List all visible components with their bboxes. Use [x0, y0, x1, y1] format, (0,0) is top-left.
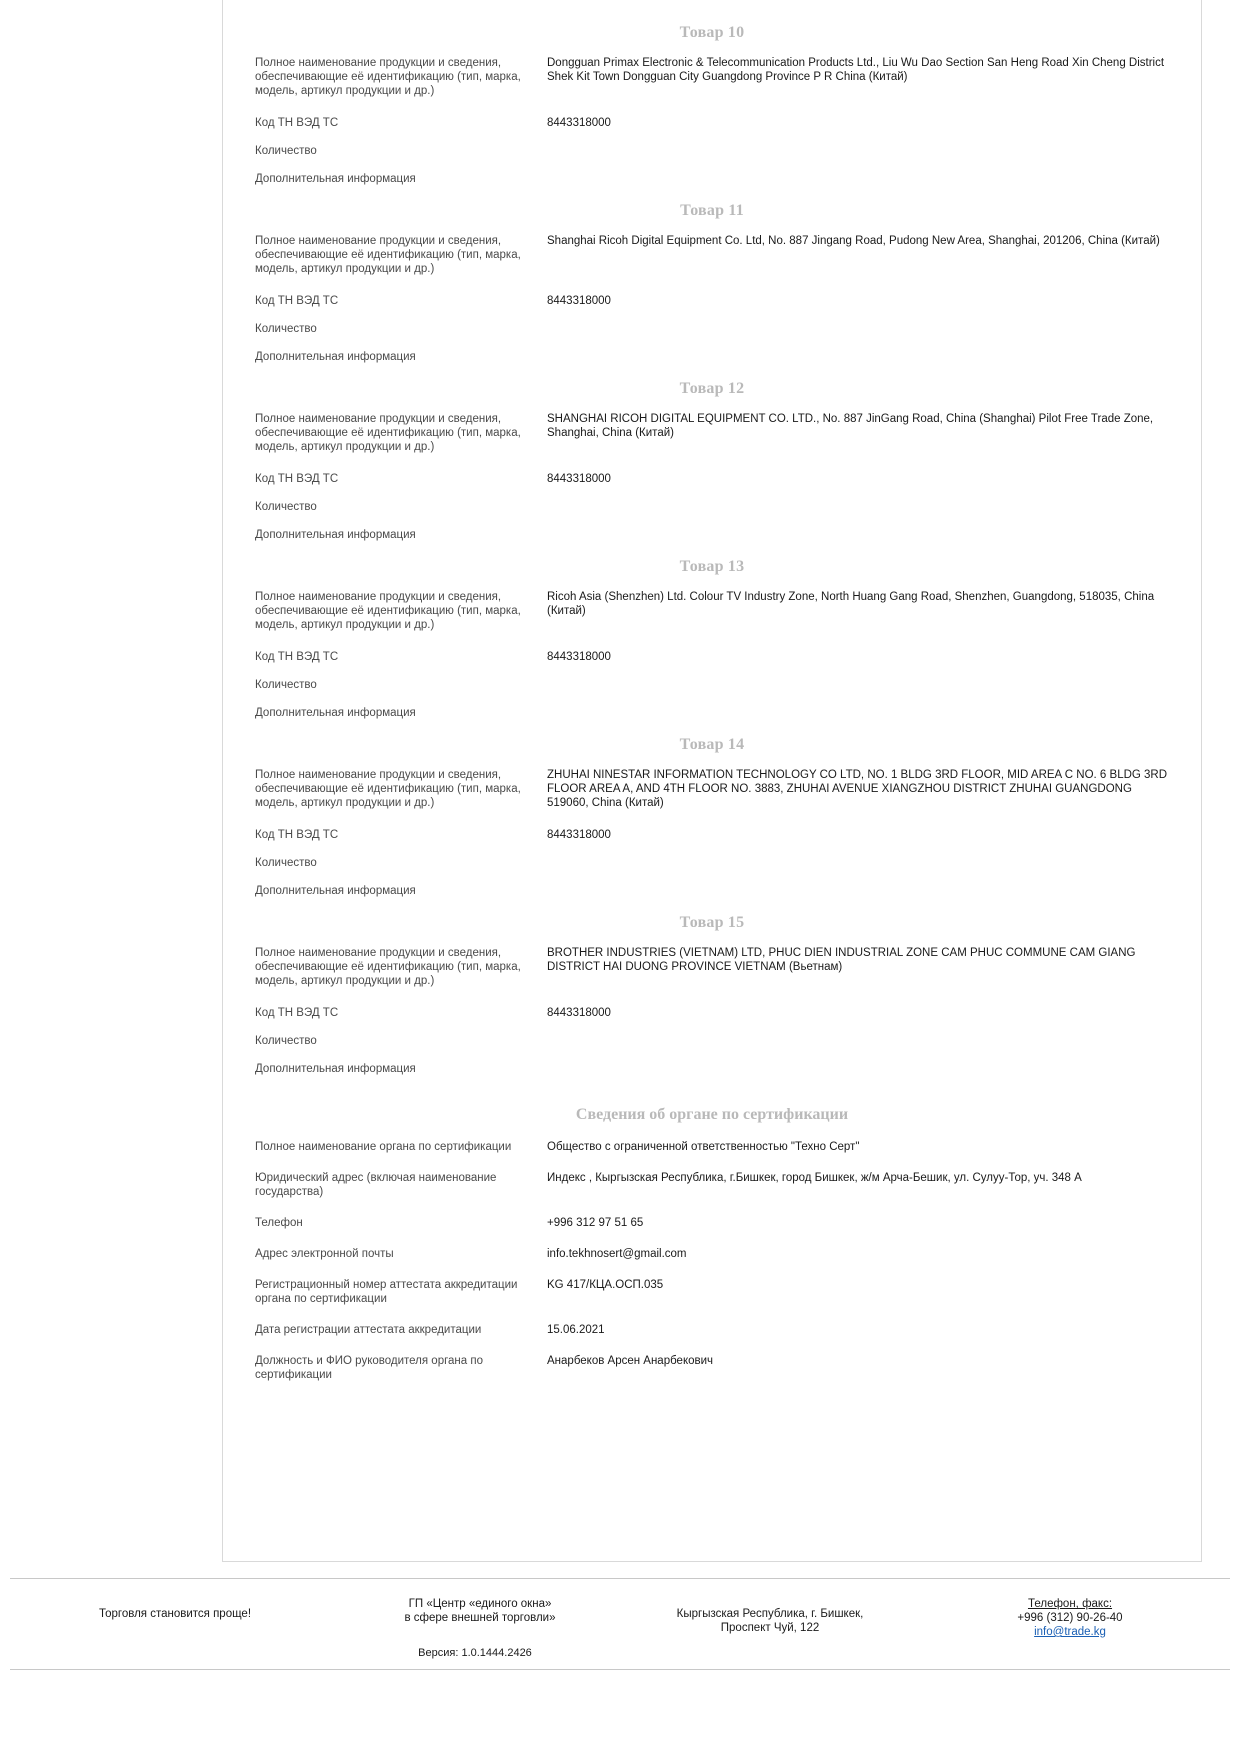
footer-slogan: Торговля становится проще!: [98, 1608, 252, 1620]
certification-body-section: [255, 1106, 1169, 1382]
goods-title: Товар 11: [680, 202, 744, 219]
field-value: Dongguan Primax Electronic & Telecommunication Products Ltd., Liu Wu Dao Section San Heng Road Xin Cheng District Shek Kit Town Dongguan City Guangdong Province P R China (Китай): [547, 57, 1165, 83]
field-row-quantity: [255, 1034, 1169, 1048]
field-row-tnved: [255, 116, 1169, 130]
goods-title: Товар 13: [679, 558, 745, 575]
field-value: Shanghai Ricoh Digital Equipment Co. Ltd, No. 887 Jingang Road, Pudong New Area, Shanghai, 201206, China (Китай): [547, 235, 1160, 247]
field-label: Дополнительная информация: [255, 529, 416, 541]
field-value: BROTHER INDUSTRIES (VIETNAM) LTD, PHUC DIEN INDUSTRIAL ZONE CAM PHUC COMMUNE CAM GIANG DISTRICT HAI DUONG PROVINCE VIETNAM (Вьетнам): [547, 947, 1136, 973]
field-value: [547, 172, 1169, 186]
field-row-tnved: [255, 1006, 1169, 1020]
field-row-full-name: [255, 768, 1169, 810]
field-value: 8443318000: [547, 295, 611, 307]
field-value: 8443318000: [547, 117, 611, 129]
field-row-additional: [255, 528, 1169, 542]
field-row-quantity: [255, 322, 1169, 336]
field-row-full-name: [255, 946, 1169, 988]
field-value: info.tekhnosert@gmail.com: [547, 1248, 687, 1260]
field-label: Количество: [255, 857, 317, 869]
field-value: Индекс , Кыргызская Республика, г.Бишкек, город Бишкек, ж/м Арча-Бешик, ул. Сулуу-Тор, уч. 348 А: [547, 1172, 1082, 1184]
field-label: Полное наименование продукции и сведения, обеспечивающие её идентификацию (тип, марка, модель, артикул продукции и др.): [255, 769, 521, 809]
field-label: Полное наименование продукции и сведения, обеспечивающие её идентификацию (тип, марка, модель, артикул продукции и др.): [255, 947, 521, 987]
field-value: [547, 706, 1169, 720]
section-title: Сведения об органе по сертификации: [575, 1106, 849, 1123]
footer-version: Версия: 1.0.1444.2426: [418, 1647, 532, 1659]
field-value: [547, 528, 1169, 542]
field-label: Регистрационный номер аттестата аккредитации органа по сертификации: [255, 1279, 518, 1305]
field-label: Дополнительная информация: [255, 351, 416, 363]
field-row-tnved: [255, 650, 1169, 664]
field-label: Полное наименование органа по сертификации: [255, 1141, 512, 1153]
goods-block: [255, 914, 1169, 1076]
footer-org-line-2: в сфере внешней торговли»: [404, 1612, 556, 1624]
field-value: Ricoh Asia (Shenzhen) Ltd. Colour TV Industry Zone, North Huang Gang Road, Shenzhen, Guangdong, 518035, China (Китай): [547, 591, 1155, 617]
field-label: Полное наименование продукции и сведения, обеспечивающие её идентификацию (тип, марка, модель, артикул продукции и др.): [255, 235, 521, 275]
goods-title: Товар 10: [679, 24, 745, 41]
field-row-additional: [255, 350, 1169, 364]
field-label: Дополнительная информация: [255, 885, 416, 897]
field-label: Юридический адрес (включая наименование государства): [255, 1172, 497, 1198]
field-value: 8443318000: [547, 1007, 611, 1019]
field-label: Полное наименование продукции и сведения, обеспечивающие её идентификацию (тип, марка, модель, артикул продукции и др.): [255, 57, 521, 97]
field-row-full-name: [255, 412, 1169, 454]
field-value: [547, 144, 1169, 158]
field-value: [547, 678, 1169, 692]
field-value: 8443318000: [547, 651, 611, 663]
field-label: Количество: [255, 145, 317, 157]
footer-email-link[interactable]: info@trade.kg: [1034, 1626, 1106, 1638]
goods-title: Товар 14: [679, 736, 745, 753]
field-row-quantity: [255, 856, 1169, 870]
goods-title: Товар 15: [679, 914, 745, 931]
field-value: [547, 884, 1169, 898]
field-label: Код ТН ВЭД ТС: [255, 117, 339, 129]
document-body: [223, 0, 1201, 1419]
field-label: Код ТН ВЭД ТС: [255, 829, 339, 841]
document-page: [222, 0, 1202, 1562]
org-row-accreditation-date: [255, 1323, 1169, 1337]
field-label: Количество: [255, 679, 317, 691]
field-label: Количество: [255, 323, 317, 335]
footer-contacts: [920, 1597, 1220, 1639]
field-row-full-name: [255, 56, 1169, 98]
goods-block: [255, 380, 1169, 542]
footer-phone: +996 (312) 90-26-40: [1017, 1612, 1123, 1624]
footer-address: [620, 1597, 920, 1635]
field-label: Телефон: [255, 1217, 303, 1229]
goods-block: [255, 24, 1169, 186]
field-value: Анарбеков Арсен Анарбекович: [547, 1355, 714, 1367]
field-label: Дата регистрации аттестата аккредитации: [255, 1324, 482, 1336]
field-value: [547, 350, 1169, 364]
org-row-email: [255, 1247, 1169, 1261]
field-label: Код ТН ВЭД ТС: [255, 473, 339, 485]
footer-contacts-title: Телефон, факс:: [1027, 1598, 1113, 1610]
footer-address-line-2: Проспект Чуй, 122: [720, 1622, 820, 1634]
field-value: [547, 1062, 1169, 1076]
org-row-head: [255, 1354, 1169, 1382]
field-value: 8443318000: [547, 829, 611, 841]
field-label: Дополнительная информация: [255, 1063, 416, 1075]
field-label: Код ТН ВЭД ТС: [255, 651, 339, 663]
field-value: +996 312 97 51 65: [547, 1217, 644, 1229]
footer-columns: [10, 1579, 1230, 1639]
field-value: 15.06.2021: [547, 1324, 605, 1336]
org-row-address: [255, 1171, 1169, 1199]
field-row-additional: [255, 884, 1169, 898]
org-row-name: [255, 1140, 1169, 1154]
goods-block: [255, 558, 1169, 720]
field-row-full-name: [255, 234, 1169, 276]
field-row-quantity: [255, 678, 1169, 692]
field-row-additional: [255, 706, 1169, 720]
field-label: Адрес электронной почты: [255, 1248, 394, 1260]
field-label: Полное наименование продукции и сведения, обеспечивающие её идентификацию (тип, марка, модель, артикул продукции и др.): [255, 413, 521, 453]
field-value: [547, 500, 1169, 514]
goods-block: [255, 736, 1169, 898]
field-row-quantity: [255, 144, 1169, 158]
field-label: Код ТН ВЭД ТС: [255, 1007, 339, 1019]
field-row-additional: [255, 172, 1169, 186]
goods-title: Товар 12: [679, 380, 745, 397]
field-value: [547, 856, 1169, 870]
footer-address-line-1: Кыргызская Республика, г. Бишкек,: [676, 1608, 864, 1620]
org-row-accreditation-number: [255, 1278, 1169, 1306]
field-row-tnved: [255, 828, 1169, 842]
field-value: [547, 1034, 1169, 1048]
field-label: Количество: [255, 501, 317, 513]
footer-org-line-1: ГП «Центр «единого окна»: [408, 1598, 552, 1610]
field-label: Должность и ФИО руководителя органа по сертификации: [255, 1355, 483, 1381]
field-label: Дополнительная информация: [255, 173, 416, 185]
field-row-quantity: [255, 500, 1169, 514]
field-value: KG 417/КЦА.ОСП.035: [547, 1279, 664, 1291]
goods-block: [255, 202, 1169, 364]
field-row-additional: [255, 1062, 1169, 1076]
field-value: [547, 322, 1169, 336]
field-row-tnved: [255, 294, 1169, 308]
footer-organization: [340, 1597, 620, 1625]
page-footer: [10, 1578, 1230, 1670]
field-label: Количество: [255, 1035, 317, 1047]
field-value: SHANGHAI RICOH DIGITAL EQUIPMENT CO. LTD., No. 887 JinGang Road, China (Shanghai) Pilot Free Trade Zone, Shanghai, China (Китай): [547, 413, 1154, 439]
field-value: Общество с ограниченной ответственностью "Техно Серт": [547, 1141, 860, 1153]
field-value: 8443318000: [547, 473, 611, 485]
field-row-full-name: [255, 590, 1169, 632]
field-label: Дополнительная информация: [255, 707, 416, 719]
field-label: Код ТН ВЭД ТС: [255, 295, 339, 307]
field-label: Полное наименование продукции и сведения, обеспечивающие её идентификацию (тип, марка, модель, артикул продукции и др.): [255, 591, 521, 631]
org-row-phone: [255, 1216, 1169, 1230]
field-row-tnved: [255, 472, 1169, 486]
field-value: ZHUHAI NINESTAR INFORMATION TECHNOLOGY CO LTD, NO. 1 BLDG 3RD FLOOR, MID AREA C NO. 6 BLDG 3RD FLOOR AREA A, AND 4TH FLOOR NO. 3883, ZHUHAI AVENUE XIANGZHOU DISTRICT ZHUHAI GUANGDONG 519060, China (Китай): [547, 769, 1168, 809]
